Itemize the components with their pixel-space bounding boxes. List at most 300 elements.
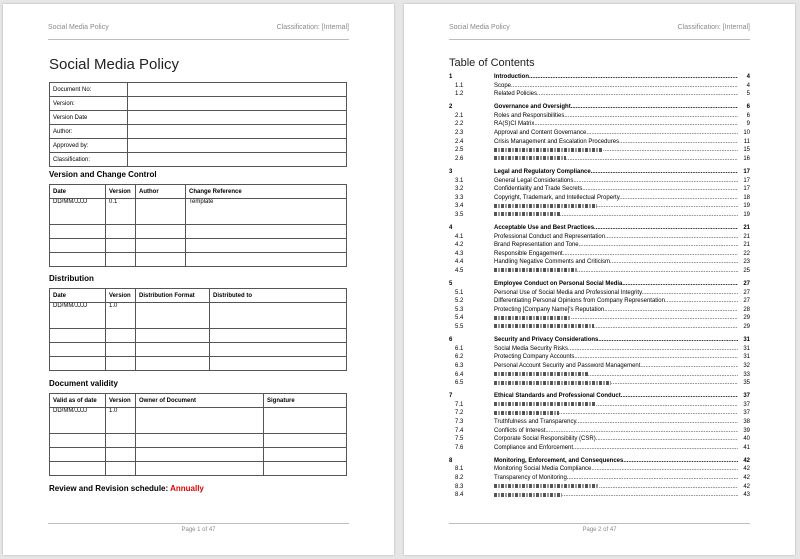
toc-section[interactable]: [449, 168, 750, 177]
column-header: Change Reference: [186, 185, 347, 199]
toc-page: 35: [743, 380, 750, 387]
table-cell: [136, 253, 186, 267]
header-title: Social Media Policy: [449, 24, 510, 31]
toc-title-label: Differentiating Personal Opinions from Company Representation: [494, 298, 665, 305]
redacted-text: [494, 156, 566, 160]
toc-title-label: Responsible Engagement: [494, 250, 563, 257]
toc-title-label: Corporate Social Responsibility (CSR): [494, 436, 596, 443]
toc-entry[interactable]: [449, 371, 750, 380]
toc-entry[interactable]: [449, 194, 750, 203]
table-cell: [50, 329, 106, 343]
toc-page: 39: [743, 427, 750, 434]
toc-title-text: Monitoring, Enforcement, and Consequences .....: [494, 457, 738, 466]
info-label: Approved by:: [50, 139, 128, 153]
document-title: Social Media Policy: [49, 56, 180, 73]
toc-title-text: [494, 185, 738, 194]
table-cell: [50, 357, 106, 371]
toc-entry[interactable]: [449, 427, 750, 436]
toc-entry[interactable]: [449, 353, 750, 362]
toc-entry[interactable]: [449, 138, 750, 147]
toc-entry[interactable]: [449, 379, 750, 388]
toc-page: 38: [743, 418, 750, 425]
toc-title-text: Ethical Standards and Professional Conduct .....: [494, 392, 738, 401]
column-header: Date: [50, 185, 106, 199]
toc-page: 11: [743, 138, 750, 145]
table-cell: [106, 343, 136, 357]
toc-title-text: [494, 138, 738, 147]
toc-title-text: [494, 258, 738, 267]
table-cell: [136, 434, 264, 448]
toc-number: 2.3: [455, 130, 464, 137]
toc-entry[interactable]: [449, 177, 750, 186]
table-cell: [136, 303, 210, 329]
table-cell: [50, 434, 106, 448]
column-header: Author: [136, 185, 186, 199]
toc-title-text: [494, 427, 738, 436]
redacted-text: [494, 493, 562, 497]
toc-title-text: [494, 418, 738, 427]
info-row: [50, 125, 347, 139]
table-cell: [264, 434, 347, 448]
toc-page: 6: [746, 104, 750, 111]
toc-number: 2: [449, 104, 453, 111]
version-control-table: [49, 184, 347, 267]
toc-entry[interactable]: [449, 314, 750, 323]
redacted-text: [494, 484, 599, 488]
toc-title-text: [494, 409, 738, 418]
toc-title-text: [494, 465, 738, 474]
toc-title-text: [494, 289, 738, 298]
toc-entry[interactable]: [449, 435, 750, 444]
redacted-text: [494, 402, 596, 406]
toc-entry[interactable]: [449, 185, 750, 194]
toc-number: 6.1: [455, 345, 464, 352]
toc-number: 8.2: [455, 475, 464, 482]
toc-page: 29: [743, 324, 750, 331]
table-cell: [106, 434, 136, 448]
toc-entry[interactable]: [449, 289, 750, 298]
toc-title-text: [494, 112, 738, 121]
toc-entry[interactable]: [449, 474, 750, 483]
toc-title-text: [494, 306, 738, 315]
table-cell: [106, 329, 136, 343]
distribution-table: [49, 288, 347, 371]
toc-title-label: Truthfulness and Transparency: [494, 418, 577, 425]
toc-title-label: Roles and Responsibilities: [494, 112, 565, 119]
toc-title-text: Employee Conduct on Personal Social Media .....: [494, 280, 738, 289]
toc-number: 3.3: [455, 194, 464, 201]
table-cell: [136, 239, 186, 253]
table-header-row: [50, 185, 347, 199]
toc-section[interactable]: [449, 224, 750, 233]
header-classification: Classification: [Internal]: [677, 24, 750, 31]
table-cell: [136, 199, 186, 225]
toc-title-label: Compliance and Enforcement: [494, 444, 574, 451]
toc-title-text: [494, 483, 738, 492]
toc-entry[interactable]: [449, 120, 750, 129]
table-row: [50, 225, 347, 239]
table-cell: [186, 225, 347, 239]
toc-page: 6: [746, 112, 750, 119]
toc-entry[interactable]: [449, 90, 750, 99]
toc-number: 2.5: [455, 147, 464, 154]
toc-entry[interactable]: [449, 465, 750, 474]
toc-entry[interactable]: [449, 250, 750, 259]
toc-title-text: [494, 194, 738, 203]
toc-entry[interactable]: [449, 444, 750, 453]
toc-title-text: [494, 82, 738, 91]
redacted-text: [494, 316, 571, 320]
toc-page: 43: [743, 492, 750, 499]
toc-entry[interactable]: [449, 362, 750, 371]
table-cell: DD/MM/JJJJ: [50, 408, 106, 434]
info-value: [128, 125, 347, 139]
toc-entry[interactable]: [449, 267, 750, 276]
toc-number: 7: [449, 393, 453, 400]
toc-page: 16: [743, 155, 750, 162]
toc-title-label: Copyright, Trademark, and Intellectual Property: [494, 194, 620, 201]
toc-title-label: Protecting Company Accounts: [494, 354, 575, 361]
table-row: [50, 462, 347, 476]
toc-entry[interactable]: [449, 155, 750, 164]
toc-page: 40: [743, 436, 750, 443]
toc-page: 22: [743, 250, 750, 257]
toc-page: 21: [743, 242, 750, 249]
toc-number: 8: [449, 457, 453, 464]
column-header: Distributed to: [210, 289, 347, 303]
toc-number: 6.2: [455, 354, 464, 361]
toc-entry[interactable]: [449, 409, 750, 418]
page-2: [404, 4, 795, 555]
toc-entry[interactable]: [449, 401, 750, 410]
toc-page: 23: [743, 259, 750, 266]
toc-number: 5.1: [455, 289, 464, 296]
table-row: [50, 434, 347, 448]
toc-title-label: Brand Representation and Tone: [494, 242, 579, 249]
info-label: Document No:: [50, 83, 128, 97]
toc-number: 7.2: [455, 410, 464, 417]
table-cell: DD/MM/JJJJ: [50, 199, 106, 225]
redacted-text: [494, 212, 560, 216]
toc-title-label: Conflicts of Interest: [494, 427, 546, 434]
header-divider: [48, 39, 349, 40]
info-value: [128, 83, 347, 97]
toc-number: 4.5: [455, 267, 464, 274]
toc-page: 41: [743, 444, 750, 451]
toc-entry[interactable]: [449, 129, 750, 138]
toc-number: 5.2: [455, 298, 464, 305]
table-row: [50, 239, 347, 253]
toc-number: 4.1: [455, 233, 464, 240]
toc-entry[interactable]: [449, 258, 750, 267]
toc-title-label: Professional Conduct and Representation: [494, 233, 606, 240]
toc-entry[interactable]: [449, 483, 750, 492]
table-cell: [264, 462, 347, 476]
toc-number: 7.4: [455, 427, 464, 434]
table-cell: 1.0: [106, 408, 136, 434]
toc-title-label: Related Policies: [494, 91, 538, 98]
toc-title-label: Handling Negative Comments and Criticism: [494, 259, 611, 266]
toc-title-label: Scope: [494, 82, 512, 89]
toc-page: 4: [746, 74, 750, 80]
toc-title-label: Crisis Management and Escalation Procedures: [494, 138, 620, 145]
column-header: Version: [106, 185, 136, 199]
toc-page: 10: [743, 130, 750, 137]
toc-number: 7.5: [455, 436, 464, 443]
info-value: [128, 139, 347, 153]
toc-page: 33: [743, 371, 750, 378]
review-schedule: [49, 484, 204, 493]
table-cell: [106, 253, 136, 267]
toc-number: 3.2: [455, 186, 464, 193]
redacted-text: [494, 204, 597, 208]
table-row: [50, 253, 347, 267]
toc-number: 4.2: [455, 242, 464, 249]
toc-page: 4: [746, 82, 750, 89]
toc-entry[interactable]: [449, 112, 750, 121]
table-row: [50, 448, 347, 462]
toc-section[interactable]: [449, 336, 750, 345]
toc-title-label: Personal Use of Social Media and Professional Integrity: [494, 289, 642, 296]
toc-title-label: Monitoring Social Media Compliance: [494, 466, 592, 473]
info-row: [50, 97, 347, 111]
toc-entry[interactable]: [449, 418, 750, 427]
toc-page: 31: [743, 354, 750, 361]
toc-entry[interactable]: [449, 491, 750, 500]
toc-number: 5: [449, 281, 453, 288]
toc-number: 3.5: [455, 211, 464, 218]
table-cell: 1.0: [106, 303, 136, 329]
toc-number: 4.4: [455, 259, 464, 266]
redacted-text: [494, 411, 559, 415]
toc-page: 19: [743, 211, 750, 218]
toc-entry[interactable]: [449, 241, 750, 250]
toc-page: 27: [743, 298, 750, 305]
table-cell: [264, 408, 347, 434]
toc-page: 25: [743, 267, 750, 274]
footer-divider: [48, 523, 349, 524]
review-schedule-value: Annually: [170, 484, 204, 493]
table-cell: [210, 343, 347, 357]
info-row: [50, 83, 347, 97]
table-cell: [50, 448, 106, 462]
toc-page: 31: [743, 337, 750, 344]
toc-page: 37: [743, 401, 750, 408]
toc-entry[interactable]: [449, 146, 750, 155]
table-cell: [186, 239, 347, 253]
info-value: [128, 153, 347, 167]
redacted-text: [494, 372, 588, 376]
toc-page: 32: [743, 362, 750, 369]
toc-page: 21: [743, 225, 750, 231]
toc-title-text: Acceptable Use and Best Practices .....: [494, 224, 738, 233]
table-cell: [106, 448, 136, 462]
toc-page: 5: [746, 91, 750, 98]
page-footer: Page 2 of 47: [582, 527, 617, 533]
toc-entry[interactable]: [449, 82, 750, 91]
toc-page: 27: [743, 281, 750, 288]
validity-table: [49, 393, 347, 476]
toc-number: 4: [449, 225, 453, 231]
toc-section[interactable]: [449, 73, 750, 82]
toc-title-text: [494, 241, 738, 250]
toc-entry[interactable]: [449, 202, 750, 211]
table-cell: [50, 343, 106, 357]
table-cell: [50, 462, 106, 476]
toc-title-text: [494, 435, 738, 444]
table-cell: [264, 448, 347, 462]
toc-page: 31: [743, 345, 750, 352]
table-cell: [210, 303, 347, 329]
redacted-text: [494, 268, 577, 272]
validity-heading: Document validity: [49, 379, 118, 388]
table-row: [50, 408, 347, 434]
info-row: [50, 139, 347, 153]
table-cell: [210, 357, 347, 371]
toc-number: 2.1: [455, 112, 464, 119]
toc-title-text: [494, 155, 738, 164]
column-header: Signature: [264, 394, 347, 408]
toc-number: 5.4: [455, 315, 464, 322]
table-cell: [106, 225, 136, 239]
table-cell: DD/MM/JJJJ: [50, 303, 106, 329]
toc-number: 6.5: [455, 380, 464, 387]
version-control-heading: Version and Change Control: [49, 170, 157, 179]
redacted-text: [494, 324, 594, 328]
toc-title-text: [494, 90, 738, 99]
toc-page: 17: [743, 177, 750, 184]
toc-number: 7.6: [455, 444, 464, 451]
toc-section[interactable]: [449, 457, 750, 466]
toc-title-text: [494, 233, 738, 242]
toc-title-text: Introduction .....: [494, 73, 738, 82]
toc-number: 8.1: [455, 466, 464, 473]
toc-entry[interactable]: [449, 345, 750, 354]
toc-title: Table of Contents: [449, 57, 535, 69]
toc-number: 3: [449, 168, 453, 175]
table-row: [50, 357, 347, 371]
toc-number: 7.1: [455, 401, 464, 408]
table-of-contents: [449, 73, 750, 500]
toc-number: 7.3: [455, 418, 464, 425]
toc-title-text: [494, 491, 738, 500]
toc-title-label: RA(S)CI Matrix: [494, 121, 535, 128]
table-cell: [136, 408, 264, 434]
toc-entry[interactable]: [449, 306, 750, 315]
toc-page: 19: [743, 203, 750, 210]
toc-page: 21: [743, 233, 750, 240]
toc-title-text: [494, 323, 738, 332]
toc-title-text: [494, 250, 738, 259]
table-row: [50, 343, 347, 357]
column-header: Valid as of date: [50, 394, 106, 408]
toc-page: 18: [743, 194, 750, 201]
table-cell: [50, 253, 106, 267]
toc-title-text: [494, 267, 738, 276]
toc-number: 1.1: [455, 82, 464, 89]
footer-divider: [449, 523, 750, 524]
header-classification: Classification: [Internal]: [276, 24, 349, 31]
table-cell: [106, 357, 136, 371]
page-1: [3, 4, 394, 555]
toc-title-text: [494, 379, 738, 388]
info-label: Author:: [50, 125, 128, 139]
toc-page: 17: [743, 186, 750, 193]
toc-number: 8.3: [455, 483, 464, 490]
table-cell: [136, 225, 186, 239]
toc-number: 2.4: [455, 138, 464, 145]
toc-number: 6.4: [455, 371, 464, 378]
table-cell: [136, 448, 264, 462]
toc-title-text: [494, 129, 738, 138]
toc-title-text: [494, 444, 738, 453]
toc-title-label: Personal Account Security and Password Management: [494, 362, 641, 369]
toc-title-label: Confidentiality and Trade Secrets: [494, 186, 583, 193]
toc-title-label: Social Media Security Risks: [494, 345, 569, 352]
column-header: Version: [106, 289, 136, 303]
toc-title-text: [494, 297, 738, 306]
toc-section[interactable]: [449, 103, 750, 112]
table-cell: [186, 253, 347, 267]
toc-page: 15: [743, 147, 750, 154]
toc-number: 6: [449, 337, 453, 344]
toc-number: 5.3: [455, 306, 464, 313]
toc-page: 37: [743, 393, 750, 400]
table-cell: [50, 225, 106, 239]
column-header: Owner of Document: [136, 394, 264, 408]
toc-entry[interactable]: [449, 211, 750, 220]
table-cell: [136, 343, 210, 357]
toc-section[interactable]: [449, 280, 750, 289]
toc-entry[interactable]: [449, 233, 750, 242]
table-row: [50, 329, 347, 343]
info-value: [128, 111, 347, 125]
info-row: [50, 153, 347, 167]
toc-entry[interactable]: [449, 297, 750, 306]
toc-number: 2.2: [455, 121, 464, 128]
toc-title-label: Protecting [Company Name]'s Reputation: [494, 306, 605, 313]
toc-title-text: [494, 146, 738, 155]
info-value: [128, 97, 347, 111]
table-cell: [136, 329, 210, 343]
toc-section[interactable]: [449, 392, 750, 401]
toc-title-text: [494, 211, 738, 220]
toc-entry[interactable]: [449, 323, 750, 332]
toc-title-label: General Legal Considerations: [494, 177, 574, 184]
column-header: Version: [106, 394, 136, 408]
toc-page: 17: [743, 168, 750, 175]
table-cell: [50, 239, 106, 253]
table-cell: Template: [186, 199, 347, 225]
toc-page: 42: [743, 466, 750, 473]
toc-number: 6.3: [455, 362, 464, 369]
page-footer: Page 1 of 47: [181, 527, 216, 533]
redacted-text: [494, 381, 611, 385]
table-cell: 0.1: [106, 199, 136, 225]
toc-number: 1: [449, 74, 453, 80]
toc-title-label: Approval and Content Governance: [494, 130, 587, 137]
table-cell: [106, 462, 136, 476]
toc-number: 1.2: [455, 91, 464, 98]
toc-page: 42: [743, 457, 750, 464]
info-label: Version:: [50, 97, 128, 111]
toc-number: 3.1: [455, 177, 464, 184]
column-header: Date: [50, 289, 106, 303]
redacted-text: [494, 148, 603, 152]
toc-title-text: [494, 371, 738, 380]
toc-title-text: [494, 314, 738, 323]
document-info-table: [49, 82, 347, 167]
